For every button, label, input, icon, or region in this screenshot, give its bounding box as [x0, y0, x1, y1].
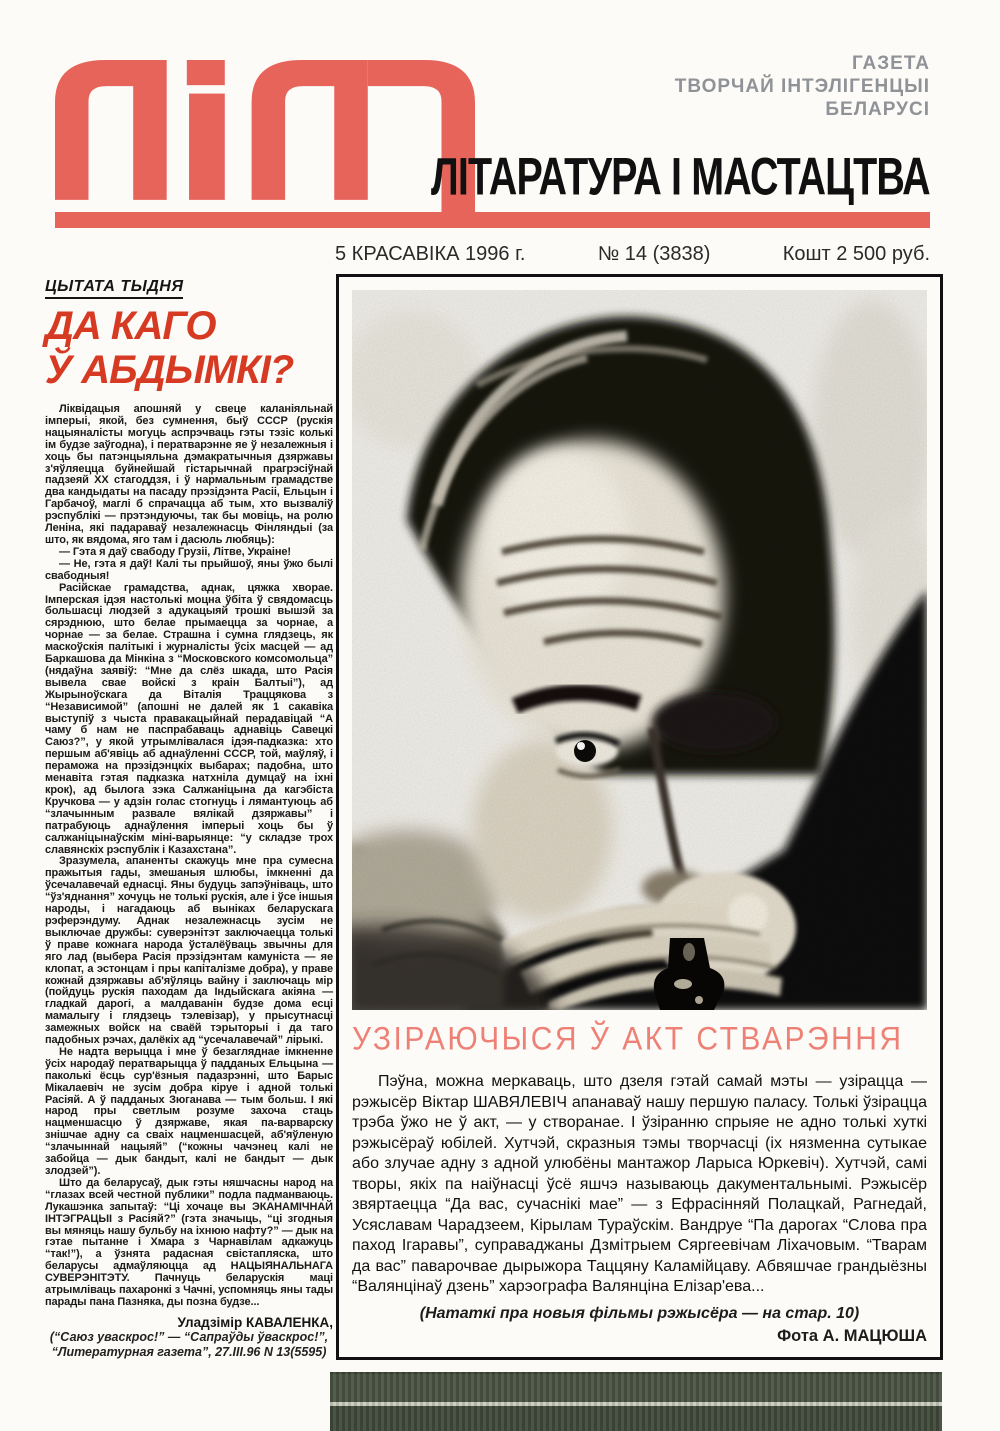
next-article-photo-edge [330, 1372, 942, 1431]
author-signature: Уладзімір КАВАЛЕНКА, [177, 1314, 333, 1330]
article-paragraph: Расійскае грамадства, аднак, цяжка хворае. Імперская ідэя настолькі моцна ўбіта ў свядомасць большасці людзей з адукацыяй трошкі вышэй за сярэднюю, што белае прымаецца за чорнае, а чорнае — за белае. Страшна і сумна глядзець, як маскоўскія палітыкі і журналісты ўсіх масцей — ад Баркашова да Мінкіна з “Московского комсомольца” (нядаўна заявіў: “Мне да слёз шкада, што Расія вывела свае войскі з краін Балтыі”), ад Жырыноўскага да Віталія Траццякова з “Независимой” (апошні не далей як 1 сакавіка выступіў з чыста правакацыйнай перадавіцай “А чаму б нам не паспрабаваць аднавіць Савецкі Саюз?”, у якой утрымлівалася ідэя-падказка: хто першым аб'явіць аб аднаўленні СССР, той, маўляў, і пераможа на прэзідэнцкіх выбарах; падобна, што менавіта гэтая падказка натхніла думцаў на іхні крок), ад былога зэка Салжаніцына да кагэбіста Кручкова — у адзін голас стогнуць і лямантуюць аб “злачынным развале вялікай дзяржавы” і патрабуюць аднаўлення імперыі хоць бы ў салжаніцынаўскім міні-варыянце: “у складзе трох славянскіх рэспублік і Казахстана”. [45, 581, 333, 856]
masthead-rule [55, 212, 930, 228]
issue-date: 5 КРАСАВІКА 1996 г. [335, 243, 526, 265]
article-headline [45, 304, 333, 392]
tagline-line: ТВОРЧАЙ ІНТЭЛІГЕНЦЫІ [674, 76, 930, 97]
photo-caption-title: УЗІРАЮЧЫСЯ Ў АКТ СТВАРЭННЯ [352, 1021, 904, 1058]
headline-line: ДА КАГО [45, 304, 216, 348]
masthead-tagline [675, 52, 930, 121]
newspaper-title: ЛІТАРАТУРА І МАСТАЦТВА [431, 146, 930, 206]
article-paragraph: Зразумела, апаненты скажуць мне пра сумесна пражытыя гады, змешаныя шлюбы, імкненні да ўсечалавечай еднасці. Яны будуць запэўніваць, што “ўз'яднання” хочуць не толькі рускія, але і ўсе іншыя народы, і нагадаюць аб выніках беларускага рэферэндуму. Аднак незалежнасць зусім не выключае дружбы: суверэнітэт заключаецца толькі ў праве кожнага народа ўсталёўваць звычны для яго лад (выбера Расія прэзідэнтам камуніста — яе клопат, а эстонцам і пры капіталізме добра), у праве кожнай дзяржавы аб'яўляць вайну і заключаць мір (пойдуць рускія паходам да Індыйскага акіяна — гладкай дарогі, а малдаванін будзе дома есці мамалыгу і глядзець тэлевізар), у прысутнасці замежных войск на сваёй тэрыторыі і да таго падобных рэчах, далёкіх ад “усечалавечай” лірыкі. [45, 855, 333, 1047]
feature-paragraph: Пэўна, можна меркаваць, што дзеля гэтай самай мэты — узірацца — рэжысёр Віктар ШАВЯЛЕВІЧ апанаваў нашу першую паласу. Толькі ўзірацца трэба ўжо не ў акт, — у створанае. І ўзіранню спрыяе не адно толькі хуткі рэжысёраў юбілей. Хутчэй, скразныя тэмы творчасці (іх нязменна сутыкае або злучае адну з адной улюбёны мантажор Ларыса Юркевіч). Хутчэй, самі творы, якіх па наіўнасці ўсё яшчэ называюць дакументальнымі. Рэжысёр звяртаецца “Да вас, сучаснікі мае” — з Ефрасінняй Полацкай, Рагнедай, Усяславам Чарадзеем, Кірылам Тураўскім. Вандруе “Па дарогах “Слова пра паход Ігаравы”, суправаджаны Дзмітрыем Сяргеевічам Ліхачовым. “Тварам да вас” паварочвае дырыжора Таццяну Каламійцаву. Абвяшчае грандыёзны “Валянцінаў дзень” харэографа Валянціна Елізар'ева... [352, 1073, 927, 1295]
article-body [45, 404, 333, 1309]
article-kicker: ЦЫТАТА ТЫДНЯ [45, 278, 183, 299]
feature-note: (Нататкі пра новыя фільмы рэжысёра — на стар. 10) [419, 1304, 860, 1322]
photo-credit: Фота А. МАЦЮША [777, 1326, 927, 1345]
article-paragraph: Не надта верыцца і мне ў безагляднае імкненне ўсіх народаў ператварыцца ў падданых Ельцына — паколькі ёсць сур'ёзныя падазрэнні, што Барыс Мікалаевіч не зусім добра кіруе і адной толькі Расіяй. А ў падданых Зюганава — тым больш. І які народ пры светлым розуме захоча стаць нацменшасцю ў дзяржаве, якая па-варварску знішчае адну са сваіх нацменшасцей, аб'яўленую “злачыннай нацыяй” (“кожны чачэнец калі не забойца — дык бандыт, калі не бандыт — дык злодзей”). [45, 1045, 333, 1177]
article-paragraph: — Не, гэта я даў! Калі ты прыйшоў, яны ўжо былі свабодныя! [45, 557, 333, 582]
lim-logo [55, 60, 475, 212]
tagline-line: ГАЗЕТА [851, 53, 930, 74]
feature-article-box [336, 274, 943, 1360]
issue-price: Кошт 2 500 руб. [782, 243, 930, 265]
article-paragraph: — Гэта я даў свабоду Грузіі, Літве, Украіне! [59, 545, 291, 558]
portrait-photo [352, 290, 927, 1010]
issue-number: № 14 (3838) [597, 243, 711, 265]
dateline [335, 243, 930, 266]
source-line: “Литературная газета”, 27.III.96 N 13(5595) [51, 1344, 327, 1359]
headline-line: Ў АБДЫМКІ? [45, 348, 294, 392]
tagline-line: БЕЛАРУСІ [825, 99, 930, 120]
source-line: (“Саюз уваскрос!” — “Сапраўды ўваскрос!”, [49, 1329, 329, 1344]
feature-text [352, 1072, 927, 1298]
article-paragraph: Ліквідацыя апошняй у свеце каланіяльнай імперыі, якой, без сумнення, быў СССР (рускія нацыяналісты могуць аспрэчваць гэты тэзіс колькі ім будзе заўгодна), і ператварэнне яе ў незалежныя і хоць бы патэнцыяльна дэмакратычныя дзяржавы з'яўляецца буйнейшай гістарычнай прагрэсіўнай падзеяй XX стагоддзя, і ў нармальным грамадстве два кандыдаты на пасаду прэзідэнта Расіі, Ельцын і Гарбачоў, маглі б спрачацца аб тым, хто вызваліў рэспублікі — прэтэндуючы, так бы мовіць, на ролю Леніна, які падараваў незалежнасць Фінляндыі (за што, як вядома, яго там і дасюль любяць): [45, 403, 333, 546]
article-paragraph: Што да беларусаў, дык гэты няшчасны народ на “глазах всей честной публики” подла падманваюць. Лукашэнка запытаў: “Ці хочаце вы ЭКАНАМІЧНАЙ ІНТЭГРАЦЫІ з Расіяй?” (гэта значыць, “ці згодныя вы мяняць нашу бульбу на іхнюю нафту?” — дык на гэтае пытанне і Хмара з Чарнавілам адкажуць “так!”), а ўзнята радасная свістапляска, што беларусы адмаўляюцца ад НАЦЫЯНАЛЬНАГА СУВЕРЭНІТЭТУ. Пачнуць беларускія маці атрымліваць пахаронкі з Чачні, успомняць яны тады парады пана Пазняка, ды позна будзе... [45, 1176, 333, 1308]
quote-of-week-article [45, 278, 333, 1360]
